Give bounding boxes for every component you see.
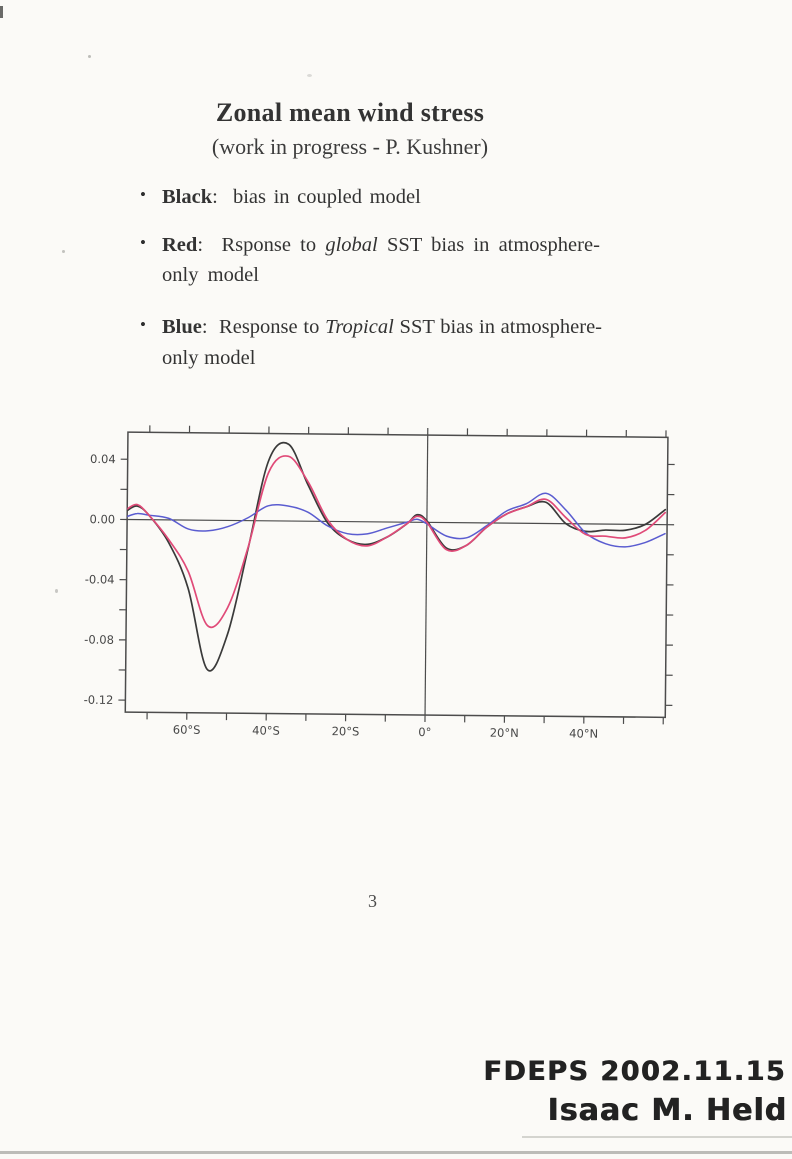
bullet-text: Blue: Response to Tropical SST bias in atmosphere- only model: [162, 316, 602, 369]
bullet-text: Black: bias in coupled model: [162, 186, 421, 208]
axis-tick-labels: [83, 452, 601, 741]
scan-line-artifact: [522, 1136, 792, 1138]
curve-global-sst-response: [126, 454, 666, 631]
equator-line: [425, 435, 428, 715]
bullet-item: [138, 230, 678, 290]
zero-value-line: [127, 519, 667, 524]
x-tick-label: 40°N: [569, 726, 599, 741]
y-tick-label: 0.00: [89, 512, 116, 527]
y-tick-label: -0.08: [84, 632, 115, 647]
scan-speck: [62, 250, 65, 253]
legend-bullet-list: [138, 182, 678, 391]
x-tick-label: 40°S: [252, 723, 280, 738]
slide-title: Zonal mean wind stress: [215, 98, 485, 127]
curve-coupled-bias: [126, 441, 666, 675]
y-tick-label: -0.12: [83, 692, 114, 708]
axis-ticks: [118, 425, 675, 724]
plot-border: [125, 432, 668, 717]
chart-canvas: [47, 407, 710, 765]
y-tick-label: -0.04: [84, 572, 115, 587]
handwritten-author: Isaac M. Held: [547, 1093, 787, 1128]
y-tick-label: 0.04: [90, 451, 116, 467]
x-tick-label: 20°S: [331, 724, 360, 739]
x-tick-label: 60°S: [172, 722, 201, 737]
handwritten-date: FDEPS 2002.11.15: [483, 1056, 786, 1087]
scan-speck: [88, 55, 91, 58]
curve-tropical-sst-response: [127, 489, 665, 547]
page-bottom-edge: [0, 1151, 792, 1154]
bullet-item: [138, 312, 678, 372]
slide-subtitle: (work in progress - P. Kushner): [211, 134, 489, 159]
bullet-item: [138, 182, 678, 212]
x-tick-label: 0°: [418, 724, 432, 740]
bullet-marker: •: [140, 185, 146, 204]
x-tick-label: 20°N: [489, 725, 519, 740]
curves: [126, 441, 666, 675]
scan-edge-mark: [0, 6, 3, 18]
bullet-text: Red: Rsponse to global SST bias in atmosphere- only model: [162, 234, 600, 287]
zonal-wind-stress-chart: [47, 407, 710, 765]
page-number: 3: [368, 891, 377, 911]
bullet-marker: •: [140, 315, 146, 335]
bullet-marker: •: [140, 233, 146, 253]
scan-speck: [307, 74, 312, 77]
